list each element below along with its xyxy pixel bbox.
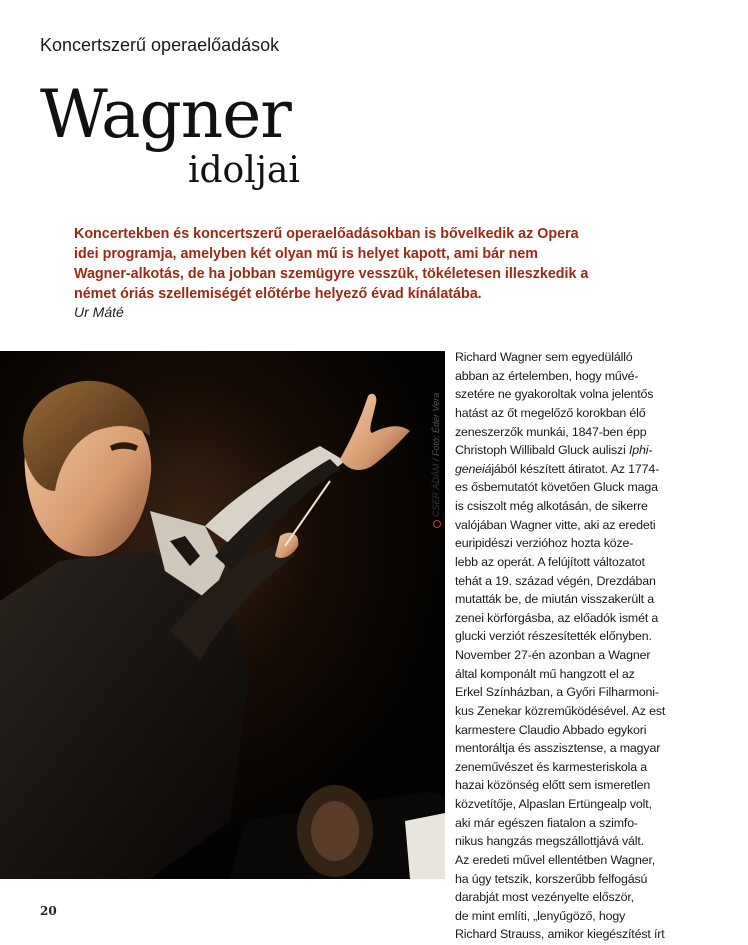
author-byline: Ur Máté <box>74 304 124 320</box>
section-label: Koncertszerű operaelőadások <box>40 35 280 55</box>
body-line: zenei körforgásba, az előadók ismét a <box>455 610 659 625</box>
circle-bullet-icon <box>433 520 441 528</box>
body-line-text: Christoph Willibald Gluck auliszi <box>455 443 629 458</box>
body-line: ha úgy tetszik, korszerűbb felfogású <box>455 871 648 886</box>
body-line: glucki verziót részesítették előnyben. <box>455 629 652 644</box>
lead-paragraph: Koncertekben és koncertszerű operaelőadásokban is bővelkedik az Opera idei programja, amelyben két olyan mű is helyet kapott, ami bár nem Wagner-alkotás, de ha jobban szemügyre vesszük, tökéletesen illeszkedik a német óriás szellemiségét előtérbe helyező évad kínálatába. <box>74 226 589 302</box>
body-line: mutatták be, de miután visszakerült a <box>455 592 654 607</box>
body-line: euripidészi verzióhoz hozta köze- <box>455 536 634 551</box>
body-line: nikus hangzás megszállottjává vált. <box>455 834 644 849</box>
body-line: karmestere Claudio Abbado egykori <box>455 722 647 737</box>
body-line: November 27-én azonban a Wagner <box>455 648 651 662</box>
body-line: Az eredeti művel ellentétben Wagner, <box>455 852 656 867</box>
body-line: zeneszerzők munkái, 1847-ben épp <box>455 424 647 439</box>
body-line: kus Zenekar közreműködésével. Az est <box>455 703 666 718</box>
italic-title-fragment: geneiá <box>455 461 492 476</box>
body-line: es ősbemutatót követően Gluck maga <box>455 480 658 495</box>
conductor-photo <box>0 351 445 879</box>
article-title: Wagner <box>40 76 291 153</box>
body-line: abban az értelemben, hogy művé- <box>455 368 639 383</box>
body-line-text: jából készített átiratot. Az 1774- <box>491 461 660 476</box>
credit-photographer: Fotó: Éder Vera <box>431 392 441 456</box>
page-number: 20 <box>40 904 57 918</box>
credit-separator: / <box>431 455 441 464</box>
credit-subject: CSER ÁDÁM <box>431 463 441 517</box>
body-line: aki már egészen fiatalon a szimfo- <box>455 815 638 830</box>
body-line: Erkel Színházban, a Győri Filharmoni- <box>455 685 659 700</box>
body-line: szetére ne gyakoroltak volna jelentős <box>455 387 654 402</box>
body-line: de mint említi, „lenyűgöző, hogy <box>455 908 626 923</box>
body-line <box>455 460 660 479</box>
body-line: által komponált mű hangzott el az <box>455 666 635 681</box>
body-line: tehát a 19. század végén, Drezdában <box>455 573 656 588</box>
body-line: darabját most vezényelte először, <box>455 890 634 905</box>
body-line: mentoráltja és asszisztense, a magyar <box>455 741 661 756</box>
photo-credit <box>431 368 445 528</box>
body-line: Richard Wagner sem egyedülálló <box>455 350 633 364</box>
body-line: zeneművészet és karmesteriskola a <box>455 759 648 774</box>
body-line: Richard Strauss, amikor kiegészítést írt <box>455 927 665 942</box>
body-line: hatást az őt megelőző korokban élő <box>455 405 646 420</box>
body-line: hazai közönség előtt sem ismeretlen <box>455 778 651 793</box>
body-line: lebb az operát. A felújított változatot <box>455 554 645 569</box>
body-line: is csiszolt még alkotásán, de sikerre <box>455 499 648 513</box>
body-line: valójában Wagner vitte, aki az eredeti <box>455 517 656 532</box>
body-line: közvetítője, Alpaslan Ertüngealp volt, <box>455 797 652 811</box>
article-subtitle: idoljai <box>188 150 300 191</box>
body-line <box>455 441 660 460</box>
body-text-column <box>455 348 666 944</box>
italic-title-fragment: Iphi- <box>628 443 653 458</box>
